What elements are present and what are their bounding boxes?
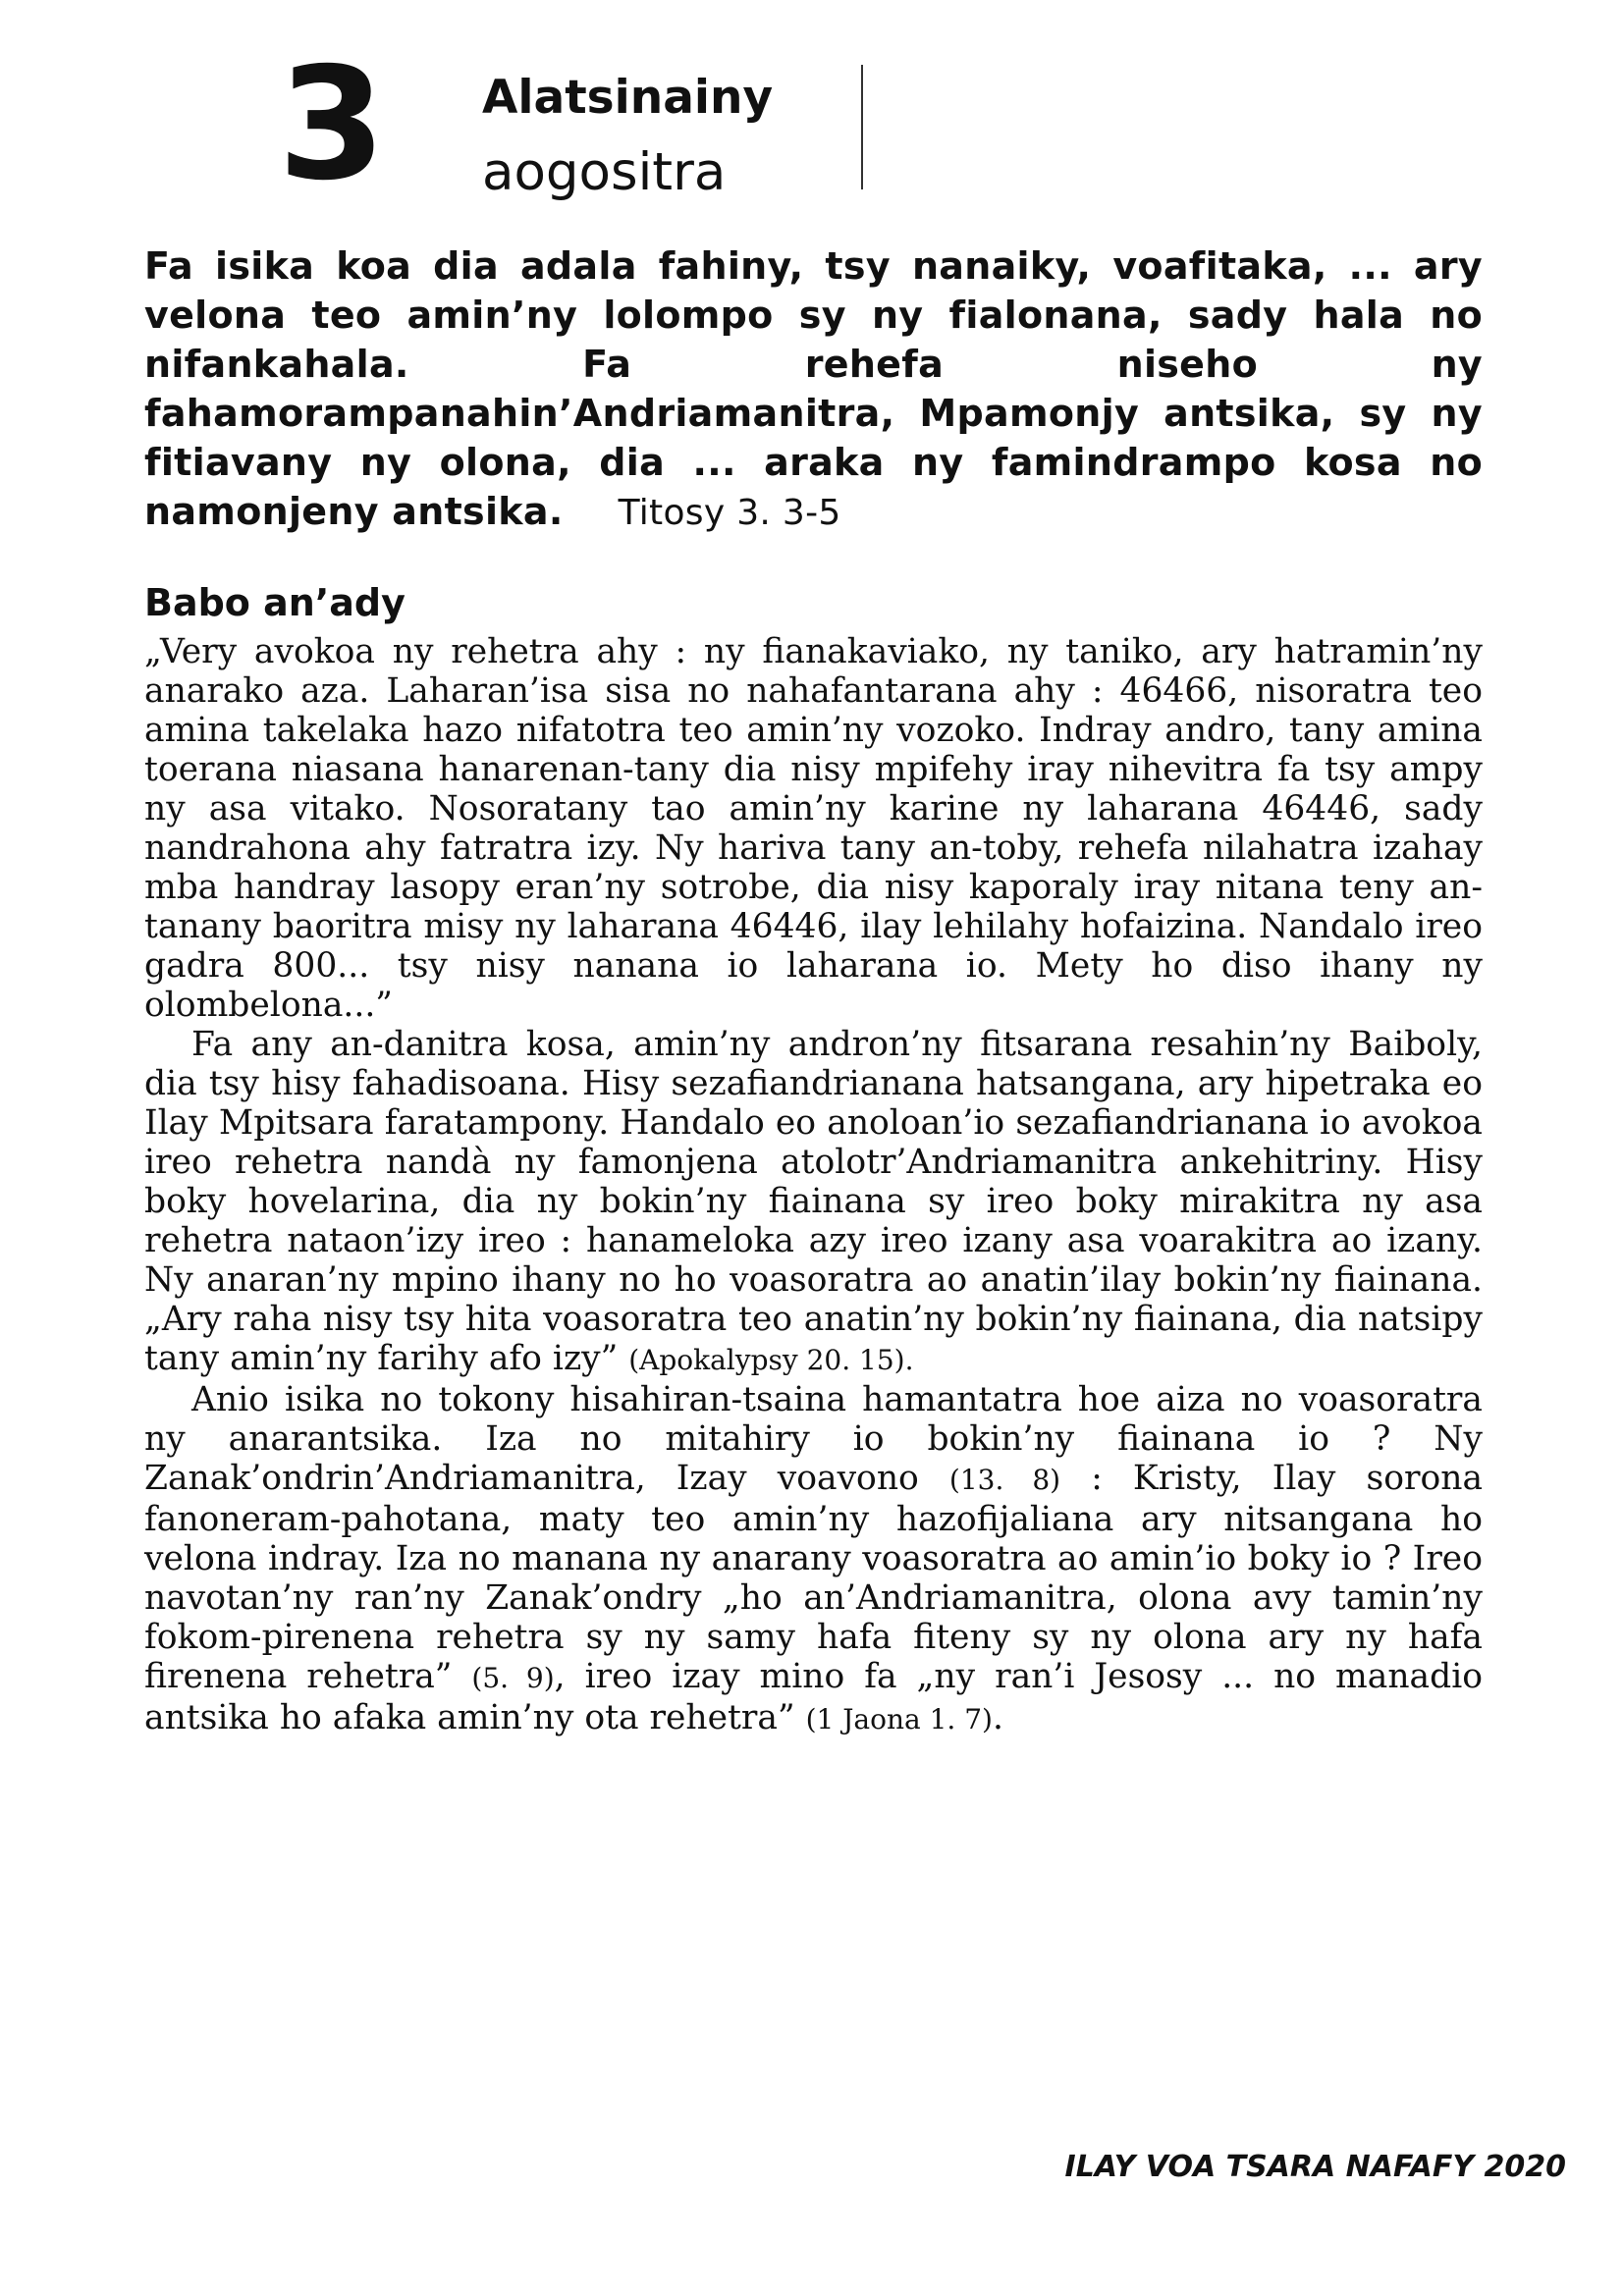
weekday: Alatsinainy — [482, 71, 774, 125]
bible-reference: (Apokalypsy 20. 15). — [628, 1344, 914, 1376]
paragraph-1: „Very avokoa ny rehetra ahy : ny fianakaviako, ny taniko, ary hatramin’ny anarako aza. Laharan’isa sisa no nahafantarana ahy : 46466, nisoratra teo amina takelaka hazo nifatotra teo amin’ny vozoko. Indray andro, tany amina toerana niasana hanarenan-tany dia nisy mpifehy iray nihevitra fa tsy ampy ny asa vitako. Nosoratany tao amin’ny karine ny laharana 46446, sady nandrahona ahy fatratra izy. Ny hariva tany an-toby, rehefa nilahatra izahay mba handray lasopy eran’ny sotrobe, dia nisy kaporaly iray nitana teny an-tanany baoritra misy ny laharana 46446, ilay lehilahy hofaizina. Nandalo ireo gadra 800... tsy nisy nanana io laharana io. Mety ho diso ihany ny olombelona...” — [144, 632, 1483, 1025]
header-divider — [861, 65, 863, 189]
date-header — [278, 34, 867, 215]
paragraph-3 — [144, 1380, 1483, 1739]
day-number: 3 — [278, 34, 382, 215]
paragraph-3-end: . — [992, 1698, 1003, 1737]
article-body — [144, 632, 1483, 1739]
paragraph-2 — [144, 1025, 1483, 1380]
paragraph-3-text-c: , ireo izay mino fa „ny ran’i Jesosy ... no manadio antsika ho afaka amin’ny ota rehetra” — [144, 1657, 1483, 1737]
section-title: Babo an’ady — [144, 581, 406, 624]
bible-reference: (1 Jaona 1. 7) — [805, 1703, 993, 1735]
daily-verse — [144, 241, 1483, 538]
paragraph-3-text-a: Anio isika no tokony hisahiran-tsaina hamantatra hoe aiza no voasoratra ny anarantsika. Iza no mitahiry io bokin’ny fiainana io ? Ny Zanak’ondrin’Andriamanitra, Izay voavono — [144, 1380, 1483, 1498]
paragraph-3-text-b: : Kristy, Ilay sorona fanoneram-pahotana, maty teo amin’ny hazofijaliana ary nitsangana ho velona indray. Iza no manana ny anarany voasoratra ao amin’io boky io ? Ireo navotan’ny ran’ny Zanak’ondry „ho an’Andriamanitra, olona avy tamin’ny fokom-pirenena rehetra sy ny samy hafa fiteny sy ny olona ary ny hafa firenena rehetra” — [144, 1459, 1484, 1696]
paragraph-2-text: Fa any an-danitra kosa, amin’ny andron’ny fitsarana resahin’ny Baiboly, dia tsy hisy fahadisoana. Hisy sezafiandrianana hatsangana, ary hipetraka eo Ilay Mpitsara faratampony. Handalo eo anoloan’io sezafiandrianana io avokoa ireo rehetra nandà ny famonjena atolotr’Andriamanitra ankehitriny. Hisy boky hovelarina, dia ny bokin’ny fiainana sy ireo boky mirakitra ny asa rehetra nataon’izy ireo : hanameloka azy ireo izany asa voarakitra ao izany. Ny anaran’ny mpino ihany no ho voasoratra ao anatin’ilay bokin’ny fiainana. „Ary raha nisy tsy hita voasoratra teo anatin’ny bokin’ny fiainana, dia natsipy tany amin’ny farihy afo izy” — [144, 1025, 1483, 1378]
bible-reference: (13. 8) — [948, 1464, 1061, 1496]
bible-reference: (5. 9) — [471, 1662, 555, 1694]
footer-publication-title: ILAY VOA TSARA NAFAFY 2020 — [1064, 2150, 1566, 2184]
verse-text: Fa isika koa dia adala fahiny, tsy nanaiky, voafitaka, ... ary velona teo amin’ny lolompo sy ny fialonana, sady hala no nifankahala. Fa rehefa niseho ny fahamorampanahin’Andriamanitra, Mpamonjy antsika, sy ny fitiavany ny olona, dia ... araka ny famindrampo kosa no namonjeny antsika. — [144, 244, 1483, 533]
month: aogositra — [482, 142, 727, 202]
verse-reference: Titosy 3. 3-5 — [618, 493, 841, 533]
